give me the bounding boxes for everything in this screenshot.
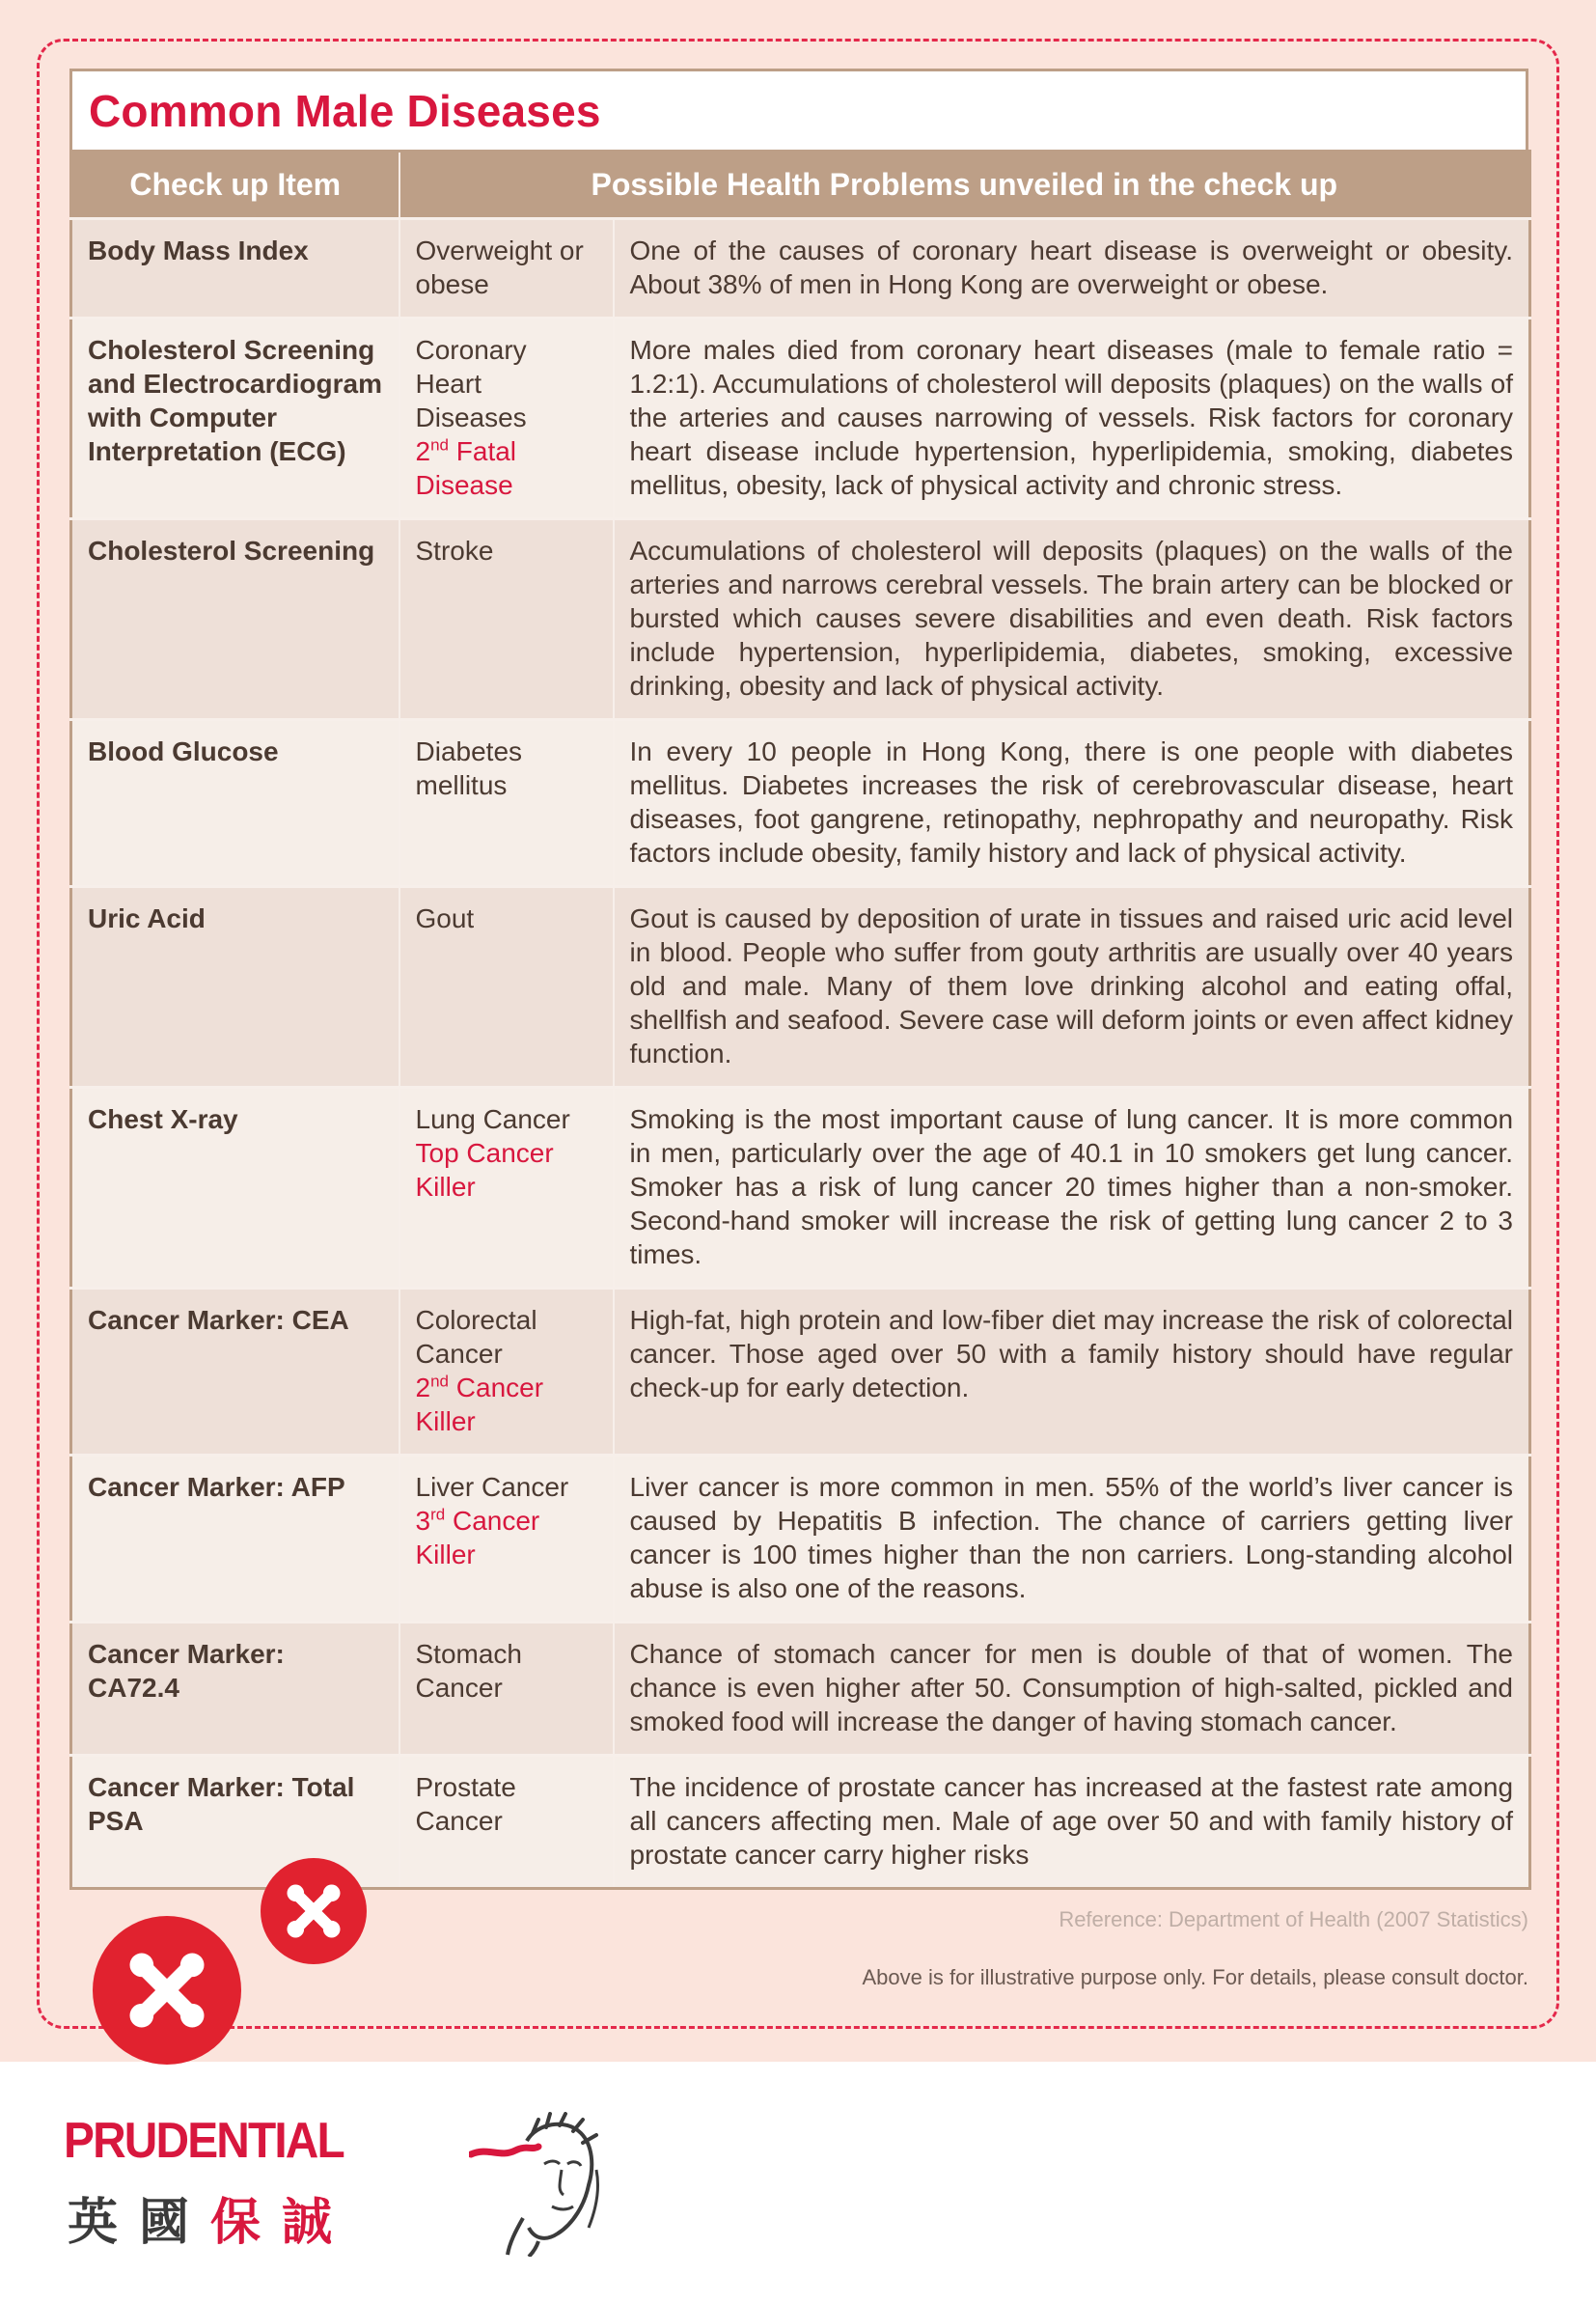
problem-name: Colorectal Cancer — [415, 1305, 537, 1369]
logo-cjk-char: 保 — [210, 2194, 283, 2252]
reference-note: Reference: Department of Health (2007 Statistics) — [1059, 1907, 1528, 1931]
checkup-item: Cancer Marker: AFP — [71, 1456, 399, 1623]
close-x-icon — [93, 1916, 241, 2065]
table-row — [71, 219, 1530, 319]
prudential-head-icon — [469, 2112, 604, 2257]
table-row — [71, 1456, 1530, 1623]
problem-name: Liver Cancer — [415, 1472, 569, 1502]
problem-description: Chance of stomach cancer for men is double of that of women. The chance is even higher after 50. Consumption of high-salted, pickled and smoked food will increase the danger of having stomach cancer. — [614, 1623, 1530, 1756]
checkup-item: Uric Acid — [71, 887, 399, 1088]
logo-chinese-name — [68, 2181, 353, 2254]
problem-cell — [399, 319, 614, 519]
problem-description: Smoking is the most important cause of lung cancer. It is more common in men, particularly over the age of 40.1 in 10 smokers get lung cancer. Smoker has a risk of lung cancer 20 times higher than a non-smoker. Second-hand smoker will increase the risk of getting lung cancer 2 to 3 times. — [614, 1088, 1530, 1289]
problem-highlight: 2nd Fatal Disease — [415, 435, 517, 500]
problem-description: Accumulations of cholesterol will deposits (plaques) on the walls of the arteries and narrows cerebral vessels. The brain artery can be blocked or bursted which causes severe disabilities and even death. Risk factors include hypertension, hyperlipidemia, diabetes, smoking, excessive drinking, obesity and lack of physical activity. — [614, 519, 1530, 720]
problem-cell — [399, 887, 614, 1088]
checkup-item: Cancer Marker: Total PSA — [71, 1756, 399, 1889]
problem-name: Stomach Cancer — [415, 1639, 522, 1703]
close-x-icon-glyph — [261, 1858, 367, 1964]
close-x-icon-glyph — [93, 1916, 241, 2065]
problem-name: Gout — [415, 903, 475, 933]
problem-cell — [399, 219, 614, 319]
logo-cjk-char: 英 — [68, 2194, 140, 2252]
problem-name: Lung Cancer — [415, 1104, 570, 1134]
disease-table — [69, 150, 1531, 1890]
prudential-logo — [64, 2112, 604, 2257]
page-title: Common Male Diseases — [89, 85, 601, 136]
table-row — [71, 319, 1530, 519]
problem-name: Coronary Heart Diseases — [415, 335, 527, 432]
table-row — [71, 720, 1530, 887]
table-row — [71, 887, 1530, 1088]
problem-cell — [399, 1756, 614, 1889]
checkup-item: Chest X-ray — [71, 1088, 399, 1289]
table-row — [71, 1289, 1530, 1456]
header-checkup-item: Check up Item — [71, 152, 399, 219]
problem-cell — [399, 1456, 614, 1623]
table-row — [71, 1623, 1530, 1756]
logo-cjk-char: 誠 — [282, 2194, 354, 2252]
problem-description: Liver cancer is more common in men. 55% of the world’s liver cancer is caused by Hepatitis B infection. The chance of carriers getting liver cancer is 100 times higher than the non carriers. Long-standing alcohol abuse is also one of the reasons. — [614, 1456, 1530, 1623]
checkup-item: Body Mass Index — [71, 219, 399, 319]
problem-highlight: 3rd Cancer Killer — [415, 1505, 540, 1569]
problem-cell — [399, 1623, 614, 1756]
problem-highlight: Top Cancer Killer — [415, 1138, 554, 1202]
close-x-icon — [261, 1858, 367, 1964]
problem-cell — [399, 720, 614, 887]
header-possible-problems: Possible Health Problems unveiled in the check up — [399, 152, 1530, 219]
problem-name: Prostate Cancer — [415, 1772, 516, 1836]
problem-name: Stroke — [415, 536, 494, 566]
problem-description: One of the causes of coronary heart disease is overweight or obesity. About 38% of men in Hong Kong are overweight or obese. — [614, 219, 1530, 319]
table-row — [71, 519, 1530, 720]
checkup-item: Cancer Marker: CEA — [71, 1289, 399, 1456]
checkup-item: Blood Glucose — [71, 720, 399, 887]
problem-cell — [399, 1088, 614, 1289]
checkup-item: Cholesterol Screening — [71, 519, 399, 720]
problem-description: In every 10 people in Hong Kong, there is one people with diabetes mellitus. Diabetes increases the risk of cerebrovascular disease, heart diseases, foot gangrene, retinopathy, nephropathy and neuropathy. Risk factors include obesity, family history and lack of physical activity. — [614, 720, 1530, 887]
checkup-item: Cholesterol Screening and Electrocardiogram with Computer Interpretation (ECG) — [71, 319, 399, 519]
table-row — [71, 1088, 1530, 1289]
problem-description: More males died from coronary heart diseases (male to female ratio = 1.2:1). Accumulations of cholesterol will deposits (plaques) on the walls of the arteries and causes narrowing of vessels. Risk factors for coronary heart disease include hypertension, hyperlipidemia, smoking, diabetes mellitus, obesity, lack of physical activity and chronic stress. — [614, 319, 1530, 519]
title-bar — [69, 69, 1528, 150]
problem-description: Gout is caused by deposition of urate in tissues and raised uric acid level in blood. People who suffer from gouty arthritis are usually over 40 years old and male. Many of them love drinking alcohol and eating offal, shellfish and seafood. Severe case will deform joints or even affect kidney function. — [614, 887, 1530, 1088]
problem-highlight: 2nd Cancer Killer — [415, 1372, 544, 1436]
disclaimer-note: Above is for illustrative purpose only. For details, please consult doctor. — [862, 1965, 1528, 1989]
checkup-item: Cancer Marker: CA72.4 — [71, 1623, 399, 1756]
problem-description: The incidence of prostate cancer has increased at the fastest rate among all cancers affecting men. Male of age over 50 and with family history of prostate cancer carry higher risks — [614, 1756, 1530, 1889]
problem-name: Diabetes mellitus — [415, 736, 523, 800]
logo-cjk-char: 國 — [139, 2194, 211, 2252]
table-header-row — [71, 152, 1530, 219]
problem-cell — [399, 519, 614, 720]
problem-name: Overweight or obese — [415, 236, 584, 299]
logo-wordmark: PRUDENTIAL — [64, 2113, 344, 2169]
problem-cell — [399, 1289, 614, 1456]
problem-description: High-fat, high protein and low-fiber diet may increase the risk of colorectal cancer. Those aged over 50 with a family history should have regular check-up for early detection. — [614, 1289, 1530, 1456]
